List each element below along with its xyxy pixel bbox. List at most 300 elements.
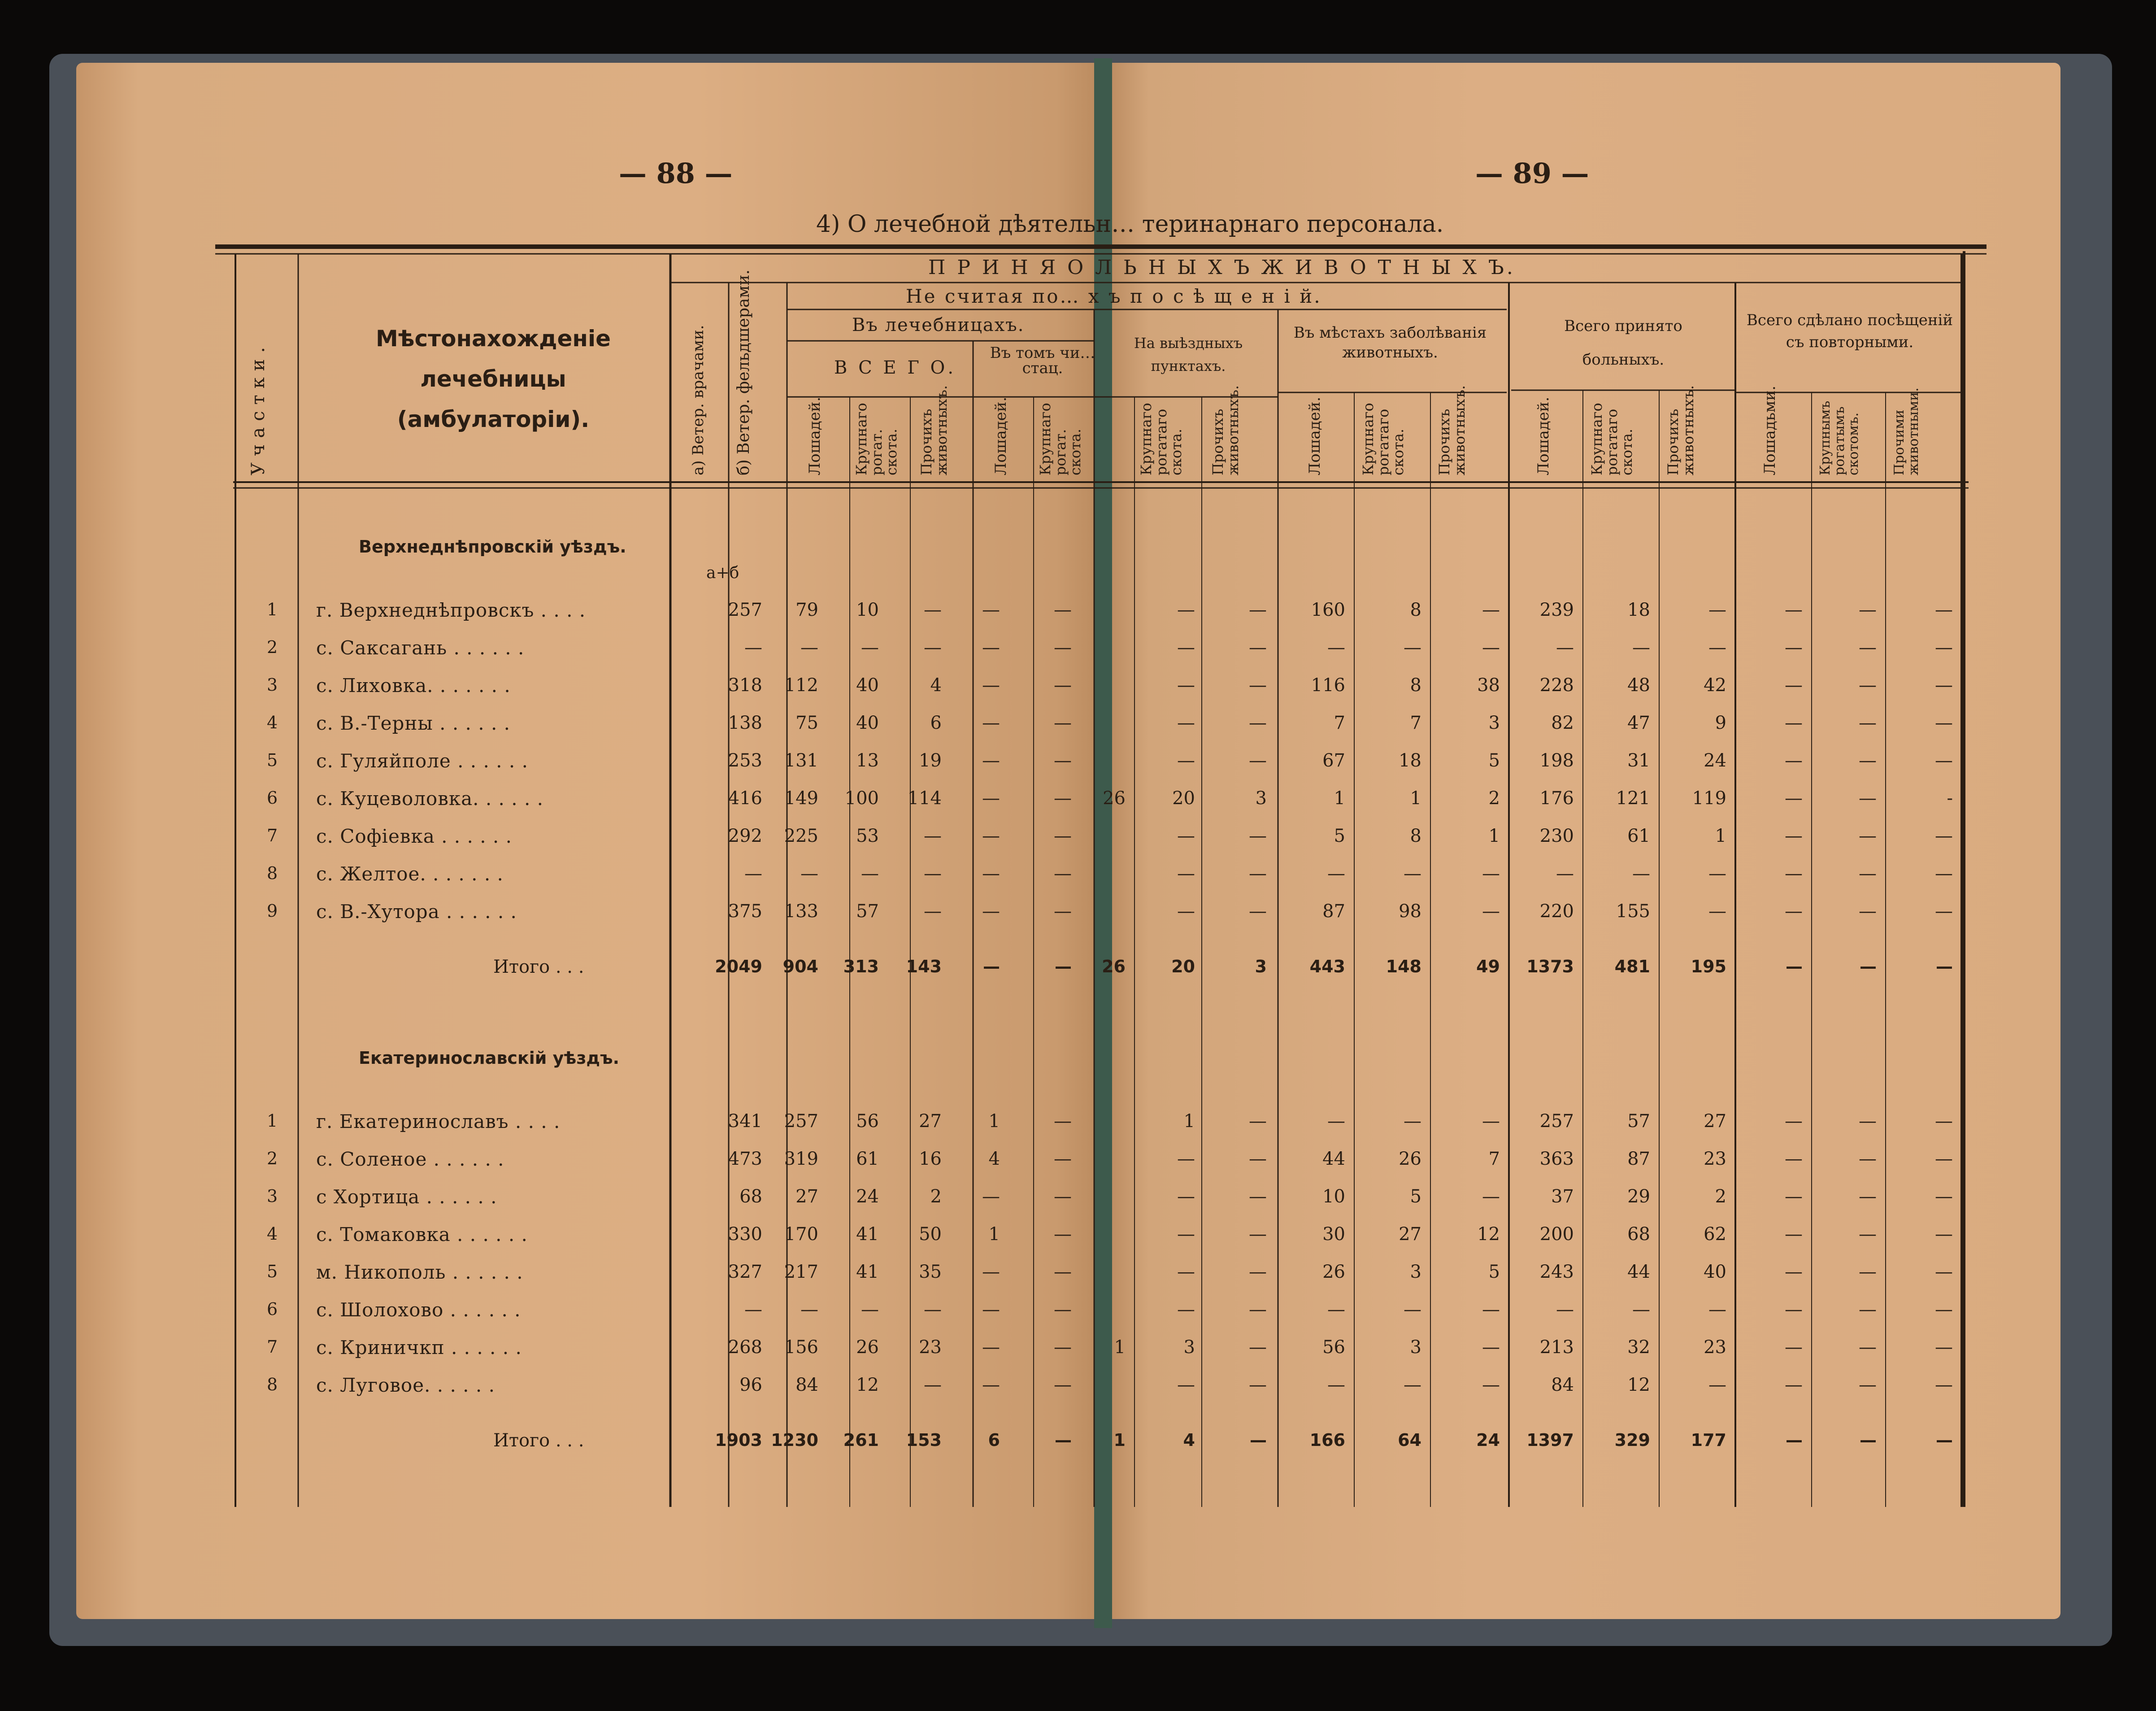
table-cell: 24 bbox=[1704, 750, 1726, 771]
table-cell: 200 bbox=[1539, 1224, 1574, 1245]
table-cell: 42 bbox=[1704, 675, 1726, 696]
table-cell: 62 bbox=[1704, 1224, 1726, 1245]
table-cell: — bbox=[1859, 1337, 1877, 1358]
total-cell: 24 bbox=[1476, 1430, 1500, 1450]
table-cell: — bbox=[1708, 863, 1726, 884]
table-cell: 473 bbox=[728, 1149, 762, 1169]
table-cell: 87 bbox=[1322, 901, 1345, 922]
table-cell: 10 bbox=[1322, 1186, 1345, 1207]
table-cell: 44 bbox=[1627, 1262, 1650, 1282]
table-cell: 319 bbox=[784, 1149, 818, 1169]
col-prochih-1: Прочихъ животныхъ. bbox=[918, 385, 950, 475]
table-cell: — bbox=[1859, 750, 1877, 771]
table-cell: 84 bbox=[795, 1375, 818, 1395]
table-cell: — bbox=[1482, 863, 1500, 884]
table-cell: — bbox=[982, 1299, 1000, 1320]
total-cell: — bbox=[1860, 1430, 1877, 1450]
table-cell: 10 bbox=[856, 600, 879, 620]
table-cell: — bbox=[1859, 826, 1877, 846]
table-cell: - bbox=[1947, 788, 1953, 809]
table-cell: 23 bbox=[1704, 1337, 1726, 1358]
table-cell: — bbox=[1785, 901, 1803, 922]
table-cell: — bbox=[1482, 901, 1500, 922]
row-number: 2 bbox=[267, 1149, 278, 1168]
table-cell: — bbox=[1249, 826, 1267, 846]
table-cell: 2 bbox=[1715, 1186, 1726, 1207]
table-cell: — bbox=[1054, 901, 1072, 922]
table-cell: — bbox=[1327, 1111, 1345, 1132]
table-cell: — bbox=[1785, 600, 1803, 620]
table-cell: 53 bbox=[856, 826, 879, 846]
table-cell: — bbox=[1054, 637, 1072, 658]
table-cell: — bbox=[1327, 1299, 1345, 1320]
table-cell: 220 bbox=[1539, 901, 1574, 922]
col-krupnogo-5: Крупнаго рогатаго скота. bbox=[1588, 403, 1636, 475]
table-cell: — bbox=[1859, 1262, 1877, 1282]
header-v-tom-chisle: Въ томъ чи… стац. bbox=[990, 344, 1095, 377]
table-cell: 292 bbox=[728, 826, 762, 846]
table-cell: — bbox=[1249, 750, 1267, 771]
table-cell: — bbox=[1054, 1186, 1072, 1207]
table-cell: — bbox=[800, 1299, 818, 1320]
table-cell: 27 bbox=[1704, 1111, 1726, 1132]
table-cell: 12 bbox=[1627, 1375, 1650, 1395]
table-cell: 41 bbox=[856, 1224, 879, 1245]
col-krupnogo-3: Крупнаго рогатаго скота. bbox=[1138, 403, 1185, 475]
page-number-right: — 89 — bbox=[1475, 157, 1589, 190]
table-cell: — bbox=[924, 863, 942, 884]
table-cell: 38 bbox=[1477, 675, 1500, 696]
table-cell: — bbox=[1404, 1111, 1421, 1132]
table-cell: — bbox=[1859, 863, 1877, 884]
table-cell: — bbox=[1177, 637, 1195, 658]
col-prochimi: Прочими животными. bbox=[1891, 387, 1921, 475]
table-cell: 61 bbox=[856, 1149, 879, 1169]
table-cell: — bbox=[924, 901, 942, 922]
table-cell: — bbox=[1054, 1224, 1072, 1245]
table-cell: — bbox=[982, 788, 1000, 809]
total-cell: — bbox=[1860, 957, 1877, 976]
table-cell: 9 bbox=[1715, 713, 1726, 733]
header-prinyato: П Р И Н Я О Л Ь Н Ы Х Ъ Ж И В О Т Н Ы Х Ъ. bbox=[928, 256, 1516, 279]
table-cell: — bbox=[1859, 600, 1877, 620]
table-cell: — bbox=[1785, 1262, 1803, 1282]
table-cell: 1 bbox=[988, 1224, 1000, 1245]
table-cell: — bbox=[1935, 1337, 1953, 1358]
table-cell: 1 bbox=[1114, 1337, 1126, 1358]
table-cell: — bbox=[1249, 1224, 1267, 1245]
table-cell: 56 bbox=[856, 1111, 879, 1132]
total-cell: 2049 bbox=[715, 957, 762, 976]
table-cell: 155 bbox=[1616, 901, 1650, 922]
table-cell: 67 bbox=[1322, 750, 1345, 771]
table-cell: — bbox=[924, 826, 942, 846]
table-cell: 268 bbox=[728, 1337, 762, 1358]
table-cell: 160 bbox=[1311, 600, 1345, 620]
table-cell: — bbox=[1785, 750, 1803, 771]
total-label: Итого . . . bbox=[493, 1430, 584, 1451]
row-number: 5 bbox=[267, 1262, 278, 1281]
col-krupnym: Крупнымъ рогатымъ скотомъ. bbox=[1817, 401, 1861, 475]
table-cell: — bbox=[1482, 600, 1500, 620]
table-cell: — bbox=[1556, 637, 1574, 658]
table-cell: 82 bbox=[1551, 713, 1574, 733]
total-cell: 1 bbox=[1113, 1430, 1126, 1450]
table-cell: — bbox=[861, 637, 879, 658]
table-cell: — bbox=[1708, 637, 1726, 658]
place-name: с. Куцеволовка. . . . . . bbox=[316, 788, 543, 810]
table-cell: 375 bbox=[728, 901, 762, 922]
table-cell: — bbox=[861, 1299, 879, 1320]
row-number: 1 bbox=[267, 1111, 278, 1131]
total-cell: 1397 bbox=[1526, 1430, 1574, 1450]
table-cell: — bbox=[1404, 637, 1421, 658]
table-cell: — bbox=[1054, 750, 1072, 771]
table-cell: 57 bbox=[856, 901, 879, 922]
place-name: г. Екатеринославъ . . . . bbox=[316, 1110, 561, 1132]
table-cell: — bbox=[1054, 863, 1072, 884]
place-name: с. Соленое . . . . . . bbox=[316, 1148, 504, 1170]
table-cell: — bbox=[924, 637, 942, 658]
table-cell: — bbox=[1054, 1111, 1072, 1132]
table-cell: — bbox=[1177, 750, 1195, 771]
table-cell: 8 bbox=[1410, 826, 1421, 846]
table-cell: — bbox=[1404, 1299, 1421, 1320]
table-cell: 5 bbox=[1410, 1186, 1421, 1207]
table-cell: 6 bbox=[930, 713, 942, 733]
table-cell: 19 bbox=[919, 750, 942, 771]
header-ne-schitaya: Не считая по… х ъ п о с ѣ щ е н і й. bbox=[906, 285, 1322, 307]
table-cell: — bbox=[744, 1299, 762, 1320]
table-cell: 30 bbox=[1322, 1224, 1345, 1245]
table-cell: 257 bbox=[1539, 1111, 1574, 1132]
table-cell: — bbox=[1482, 637, 1500, 658]
total-cell: 166 bbox=[1309, 1430, 1345, 1450]
total-cell: — bbox=[1250, 1430, 1267, 1450]
table-cell: — bbox=[1859, 1186, 1877, 1207]
table-cell: — bbox=[1054, 675, 1072, 696]
total-cell: — bbox=[1786, 957, 1803, 976]
table-cell: — bbox=[800, 863, 818, 884]
table-cell: — bbox=[1935, 1186, 1953, 1207]
table-cell: 318 bbox=[728, 675, 762, 696]
col-prochih-5: Прочихъ животныхъ. bbox=[1665, 385, 1697, 475]
table-cell: — bbox=[1935, 713, 1953, 733]
page-number-left: — 88 — bbox=[619, 157, 733, 190]
table-cell: 27 bbox=[919, 1111, 942, 1132]
place-name: с. Гуляйполе . . . . . . bbox=[316, 750, 528, 772]
col-loshadmi: Лошадьми. bbox=[1761, 385, 1779, 475]
section-title: 4) О лечебной дѣятельн… теринарнаго персонала. bbox=[816, 211, 1444, 238]
table-cell: 27 bbox=[1399, 1224, 1421, 1245]
table-cell: — bbox=[1249, 1149, 1267, 1169]
table-cell: 96 bbox=[739, 1375, 762, 1395]
table-cell: 7 bbox=[1410, 713, 1421, 733]
table-cell: 176 bbox=[1539, 788, 1574, 809]
table-cell: — bbox=[1249, 600, 1267, 620]
table-cell: — bbox=[982, 863, 1000, 884]
table-cell: 61 bbox=[1627, 826, 1650, 846]
total-label: Итого . . . bbox=[493, 957, 584, 977]
total-cell: 143 bbox=[906, 957, 942, 976]
table-cell: 3 bbox=[1410, 1337, 1421, 1358]
table-cell: — bbox=[1859, 1111, 1877, 1132]
table-cell: — bbox=[1249, 1299, 1267, 1320]
table-cell: 228 bbox=[1539, 675, 1574, 696]
total-cell: 4 bbox=[1183, 1430, 1195, 1450]
table-cell: — bbox=[1054, 600, 1072, 620]
table-cell: 1 bbox=[1334, 788, 1345, 809]
col-loshadey-5: Лошадей. bbox=[1534, 396, 1552, 475]
table-cell: 41 bbox=[856, 1262, 879, 1282]
table-cell: — bbox=[1859, 901, 1877, 922]
table-cell: — bbox=[1177, 826, 1195, 846]
row-number: 7 bbox=[267, 1337, 278, 1357]
table-cell: 253 bbox=[728, 750, 762, 771]
col-loshadey-1: Лошадей. bbox=[806, 396, 824, 475]
total-cell: 148 bbox=[1386, 957, 1421, 976]
table-cell: — bbox=[1054, 1375, 1072, 1395]
table-cell: — bbox=[982, 637, 1000, 658]
table-cell: 1 bbox=[988, 1111, 1000, 1132]
table-cell: 1 bbox=[1183, 1111, 1195, 1132]
table-cell: 230 bbox=[1539, 826, 1574, 846]
table-cell: — bbox=[1054, 713, 1072, 733]
col-krupnogo-4: Крупнаго рогатаго скота. bbox=[1360, 403, 1407, 475]
total-cell: — bbox=[1936, 957, 1953, 976]
table-cell: 23 bbox=[1704, 1149, 1726, 1169]
table-cell: — bbox=[1632, 637, 1650, 658]
table-cell: 8 bbox=[1410, 600, 1421, 620]
total-cell: — bbox=[1936, 1430, 1953, 1450]
table-cell: — bbox=[1935, 1149, 1953, 1169]
table-cell: — bbox=[1935, 675, 1953, 696]
table-cell: — bbox=[1556, 1299, 1574, 1320]
table-cell: 3 bbox=[1410, 1262, 1421, 1282]
table-cell: 239 bbox=[1539, 600, 1574, 620]
header-location: Мѣстонахожденіе лечебницы (амбулаторіи). bbox=[375, 326, 611, 432]
place-name: м. Никополь . . . . . . bbox=[316, 1261, 523, 1283]
table-cell: 5 bbox=[1334, 826, 1345, 846]
place-name: с. Лиховка. . . . . . . bbox=[316, 675, 511, 697]
table-cell: 2 bbox=[1488, 788, 1500, 809]
table-cell: — bbox=[1785, 713, 1803, 733]
table-cell: — bbox=[1859, 713, 1877, 733]
table-cell: — bbox=[1249, 1337, 1267, 1358]
table-cell: 44 bbox=[1322, 1149, 1345, 1169]
table-cell: — bbox=[982, 1337, 1000, 1358]
table-cell: — bbox=[1859, 675, 1877, 696]
table-cell: — bbox=[1249, 1111, 1267, 1132]
table-cell: — bbox=[1404, 863, 1421, 884]
place-name: с Хортица . . . . . . bbox=[316, 1186, 497, 1208]
total-cell: 6 bbox=[988, 1430, 1000, 1450]
table-cell: — bbox=[1785, 1149, 1803, 1169]
table-cell: 35 bbox=[919, 1262, 942, 1282]
table-cell: — bbox=[1556, 863, 1574, 884]
table-cell: — bbox=[1708, 600, 1726, 620]
col-prochih-4: Прочихъ животныхъ. bbox=[1436, 385, 1468, 475]
row-number: 8 bbox=[267, 863, 278, 883]
row-number: 3 bbox=[267, 675, 278, 695]
table-cell: — bbox=[1859, 788, 1877, 809]
total-cell: 329 bbox=[1614, 1430, 1650, 1450]
table-cell: 12 bbox=[856, 1375, 879, 1395]
table-cell: — bbox=[982, 1186, 1000, 1207]
table-cell: — bbox=[861, 863, 879, 884]
table-cell: 40 bbox=[856, 713, 879, 733]
table-cell: — bbox=[982, 826, 1000, 846]
table-cell: — bbox=[1482, 1337, 1500, 1358]
table-cell: 100 bbox=[844, 788, 879, 809]
table-cell: 213 bbox=[1539, 1337, 1574, 1358]
table-cell: — bbox=[1785, 1224, 1803, 1245]
table-cell: — bbox=[1785, 863, 1803, 884]
total-cell: 153 bbox=[906, 1430, 942, 1450]
table-cell: — bbox=[1935, 637, 1953, 658]
total-cell: 64 bbox=[1398, 1430, 1421, 1450]
table-cell: 170 bbox=[784, 1224, 818, 1245]
table-cell: 363 bbox=[1539, 1149, 1574, 1169]
table-cell: — bbox=[1482, 1299, 1500, 1320]
table-cell: 5 bbox=[1488, 1262, 1500, 1282]
table-cell: — bbox=[1177, 1224, 1195, 1245]
table-cell: — bbox=[1177, 1299, 1195, 1320]
table-cell: 3 bbox=[1183, 1337, 1195, 1358]
col-prochih-3: Прочихъ животныхъ. bbox=[1209, 385, 1242, 475]
table-cell: 12 bbox=[1477, 1224, 1500, 1245]
table-cell: — bbox=[800, 637, 818, 658]
table-cell: — bbox=[1482, 1186, 1500, 1207]
table-cell: — bbox=[1327, 1375, 1345, 1395]
table-cell: 112 bbox=[784, 675, 818, 696]
place-name: с. В.-Терны . . . . . . bbox=[316, 712, 511, 734]
table-cell: — bbox=[744, 863, 762, 884]
table-cell: — bbox=[744, 637, 762, 658]
place-name: с. В.-Хутора . . . . . . bbox=[316, 901, 517, 923]
table-cell: — bbox=[1935, 1111, 1953, 1132]
table-cell: 198 bbox=[1539, 750, 1574, 771]
row-number: 8 bbox=[267, 1375, 278, 1394]
table-cell: — bbox=[1935, 600, 1953, 620]
table-cell: 40 bbox=[856, 675, 879, 696]
total-cell: 177 bbox=[1691, 1430, 1726, 1450]
table-cell: 119 bbox=[1692, 788, 1726, 809]
header-uchastki: Участки. bbox=[248, 340, 269, 475]
table-cell: — bbox=[1935, 1299, 1953, 1320]
table-cell: 26 bbox=[856, 1337, 879, 1358]
table-cell: — bbox=[1859, 1149, 1877, 1169]
table-cell: 121 bbox=[1616, 788, 1650, 809]
table-cell: 217 bbox=[784, 1262, 818, 1282]
header-vsego-prinyato: Всего принято больныхъ. bbox=[1564, 317, 1682, 369]
table-cell: 2 bbox=[930, 1186, 942, 1207]
table-cell: — bbox=[1177, 1375, 1195, 1395]
table-cell: 138 bbox=[728, 713, 762, 733]
table-cell: — bbox=[1785, 1299, 1803, 1320]
table-cell: 1 bbox=[1410, 788, 1421, 809]
table-cell: 4 bbox=[930, 675, 942, 696]
table-cell: 56 bbox=[1322, 1337, 1345, 1358]
uezd-heading: Екатеринославскій уѣздъ. bbox=[359, 1048, 620, 1068]
table-cell: 79 bbox=[795, 600, 818, 620]
table-cell: — bbox=[1054, 826, 1072, 846]
table-cell: 24 bbox=[856, 1186, 879, 1207]
total-cell: 904 bbox=[782, 957, 818, 976]
total-cell: 313 bbox=[843, 957, 879, 976]
table-cell: — bbox=[1708, 901, 1726, 922]
table-cell: — bbox=[1785, 1337, 1803, 1358]
table-cell: 32 bbox=[1627, 1337, 1650, 1358]
table-cell: — bbox=[1327, 637, 1345, 658]
table-cell: — bbox=[1177, 600, 1195, 620]
table-cell: 48 bbox=[1627, 675, 1650, 696]
table-cell: — bbox=[1327, 863, 1345, 884]
table-cell: 416 bbox=[728, 788, 762, 809]
table-cell: — bbox=[1482, 1111, 1500, 1132]
place-name: с. Криничкп . . . . . . bbox=[316, 1337, 522, 1358]
table-cell: — bbox=[1708, 1375, 1726, 1395]
total-cell: 1230 bbox=[771, 1430, 818, 1450]
header-vet-vrachami: а) Ветер. врачами. bbox=[689, 325, 707, 475]
table-cell: — bbox=[982, 750, 1000, 771]
table-cell: 50 bbox=[919, 1224, 942, 1245]
table-cell: — bbox=[1785, 1186, 1803, 1207]
table-cell: 84 bbox=[1551, 1375, 1574, 1395]
total-cell: 26 bbox=[1102, 957, 1126, 976]
table-cell: 26 bbox=[1399, 1149, 1421, 1169]
total-cell: 20 bbox=[1171, 957, 1195, 976]
sum-note: а+б bbox=[706, 564, 739, 582]
table-cell: — bbox=[1708, 1299, 1726, 1320]
table-cell: — bbox=[1249, 637, 1267, 658]
table-cell: 18 bbox=[1627, 600, 1650, 620]
table-cell: 330 bbox=[728, 1224, 762, 1245]
col-krupnogo-1: Крупнаго рогат. скота. bbox=[853, 403, 900, 475]
table-cell: 16 bbox=[919, 1149, 942, 1169]
table-cell: 98 bbox=[1399, 901, 1421, 922]
total-cell: 443 bbox=[1309, 957, 1345, 976]
table-cell: — bbox=[1249, 675, 1267, 696]
table-cell: — bbox=[982, 600, 1000, 620]
table-cell: 37 bbox=[1551, 1186, 1574, 1207]
table-cell: 75 bbox=[795, 713, 818, 733]
table-cell: — bbox=[1177, 1149, 1195, 1169]
place-name: с. Софіевка . . . . . . bbox=[316, 825, 512, 847]
table-cell: 27 bbox=[795, 1186, 818, 1207]
table-cell: 243 bbox=[1539, 1262, 1574, 1282]
table-cell: — bbox=[1632, 863, 1650, 884]
table-cell: 7 bbox=[1488, 1149, 1500, 1169]
table-cell: — bbox=[1935, 863, 1953, 884]
row-number: 7 bbox=[267, 826, 278, 845]
table-cell: 114 bbox=[907, 788, 942, 809]
total-cell: 481 bbox=[1614, 957, 1650, 976]
table-cell: — bbox=[1859, 1375, 1877, 1395]
header-na-vyezdnyh: На выѣздныхъ пунктахъ. bbox=[1134, 335, 1243, 375]
table-cell: — bbox=[1785, 1111, 1803, 1132]
table-cell: 131 bbox=[784, 750, 818, 771]
table-cell: — bbox=[1935, 901, 1953, 922]
row-number: 2 bbox=[267, 637, 278, 657]
table-cell: — bbox=[1249, 1375, 1267, 1395]
total-cell: — bbox=[1055, 957, 1072, 976]
table-cell: — bbox=[1177, 675, 1195, 696]
table-cell: — bbox=[1859, 1299, 1877, 1320]
header-vet-feldsherami: б) Ветер. фельдшерами. bbox=[735, 270, 753, 475]
place-name: с. Шолохово . . . . . . bbox=[316, 1299, 521, 1321]
table-cell: 156 bbox=[784, 1337, 818, 1358]
